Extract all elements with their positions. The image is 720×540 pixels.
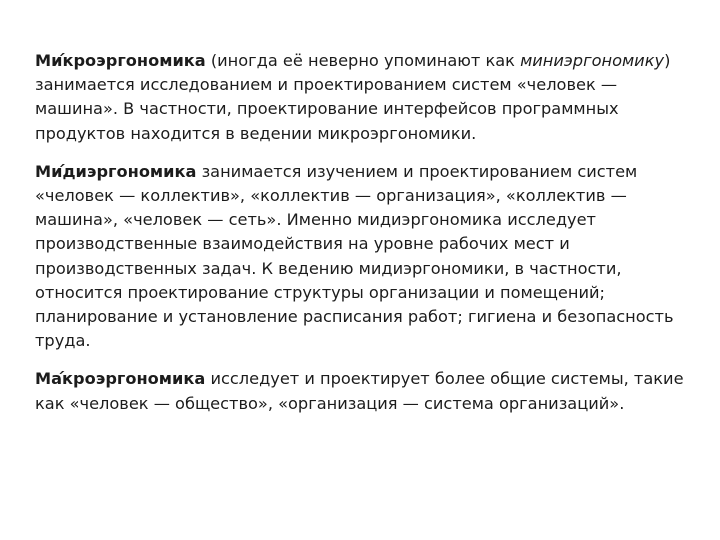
paragraph-macroergonomics: Макроэргономика исследует и проектирует более общие системы, такие как «человек — общество», «организация — система организаций». [35,369,684,413]
paragraph-midiergonomics: Мидиэргономика занимается изучением и проектированием систем «человек — коллектив», «коллектив — организация», «коллектив — машина», «человек — сеть». Именно мидиэргономика исследует производственные взаимодействия на уровне рабочих мест и производственных задач. К ведению мидиэргономики, в частности, относится проектирование структуры организации и помещений; планирование и установление расписания работ; гигиена и безопасность труда. [35,161,674,351]
text-content [35,49,685,416]
term-macroergonomics: Макроэргономика [35,369,206,389]
term-microergonomics: Микроэргономика [35,51,206,70]
paragraph-microergonomics: Микроэргономика (иногда её неверно упоминают как миниэргономику) занимается исследованием и проектированием систем «человек — машина». В частности, проектирование интерфейсов программных продуктов находится в ведении микроэргономики. [35,51,671,143]
alt-term-miniergonomics: миниэргономику [520,51,665,70]
term-midiergonomics: Мидиэргономика [35,161,197,181]
